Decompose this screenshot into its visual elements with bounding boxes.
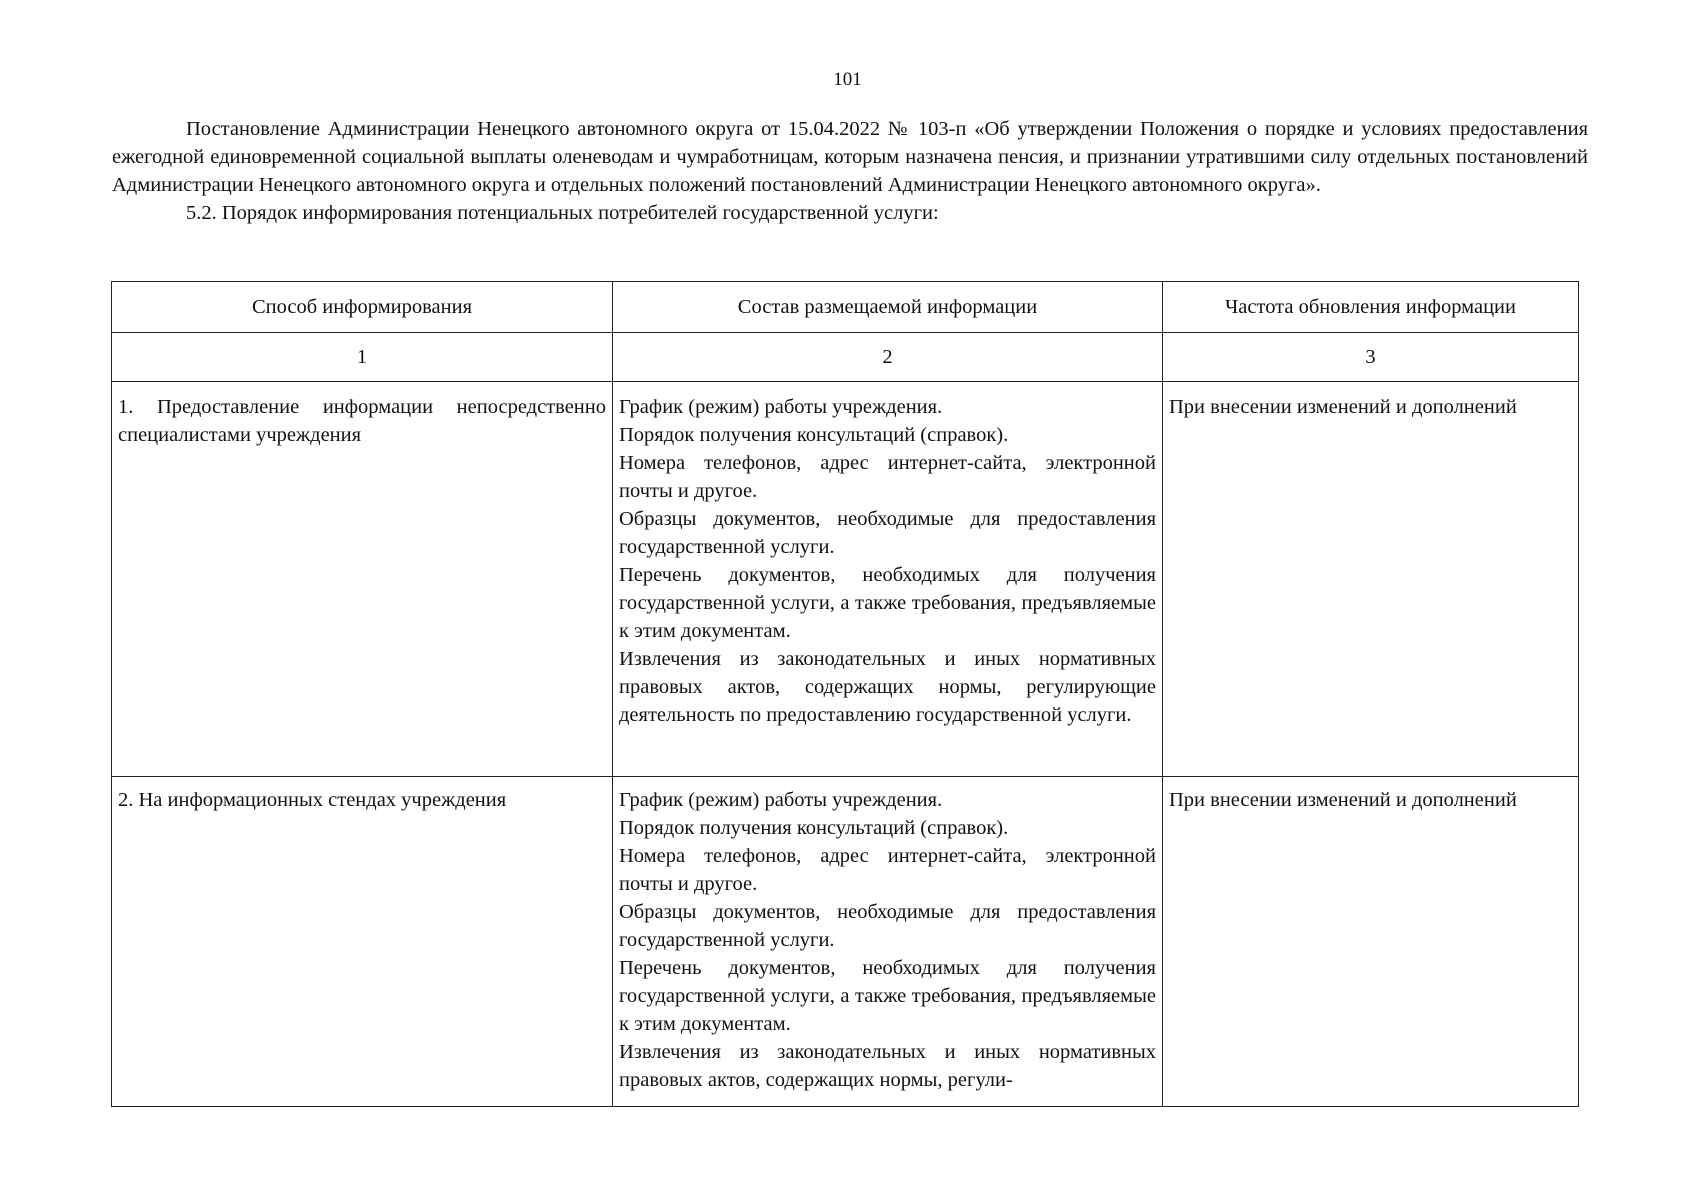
column-number-3: 3	[1163, 333, 1579, 382]
header-content: Состав размещаемой информации	[613, 282, 1163, 333]
content-item: Номера телефонов, адрес интернет-сайта, электронной почты и другое.	[619, 845, 1156, 895]
method-text: 1. Предоставление информации непосредственно специалистами учреждения	[118, 396, 606, 446]
table-header-row	[112, 282, 1579, 333]
column-number-row	[112, 333, 1579, 382]
method-cell	[112, 777, 613, 1107]
method-text: 2. На информационных стендах учреждения	[118, 789, 507, 811]
content-item: Номера телефонов, адрес интернет-сайта, электронной почты и другое.	[619, 452, 1156, 502]
content-item: Порядок получения консультаций (справок).	[619, 817, 1009, 839]
content-item: Извлечения из законодательных и иных нормативных правовых актов, содержащих нормы, регулирующие деятельность по предоставлению государственной услуги.	[619, 648, 1156, 726]
content-item: Образцы документов, необходимые для предоставления государственной услуги.	[619, 508, 1156, 558]
frequency-cell	[1163, 777, 1579, 1107]
content-item: Перечень документов, необходимых для получения государственной услуги, а также требования, предъявляемые к этим документам.	[619, 957, 1156, 1035]
intro-text	[112, 115, 1588, 227]
frequency-text: При внесении изменений и дополнений	[1169, 789, 1517, 811]
method-cell	[112, 382, 613, 777]
section-heading: 5.2. Порядок информирования потенциальных потребителей государственной услуги:	[186, 202, 939, 224]
column-number-2: 2	[613, 333, 1163, 382]
content-item: График (режим) работы учреждения.	[619, 396, 943, 418]
content-cell	[613, 777, 1163, 1107]
header-frequency: Частота обновления информации	[1163, 282, 1579, 333]
frequency-text: При внесении изменений и дополнений	[1169, 396, 1517, 418]
intro-paragraph: Постановление Администрации Ненецкого автономного округа от 15.04.2022 № 103-п «Об утверждении Положения о порядке и условиях предоставления ежегодной единовременной социальной выплаты оленеводам и чумработницам, которым назначена пенсия, и признании утратившими силу отдельных постановлений Администрации Ненецкого автономного округа и отдельных положений постановлений Администрации Ненецкого автономного округа».	[112, 118, 1588, 196]
frequency-cell	[1163, 382, 1579, 777]
header-method: Способ информирования	[112, 282, 613, 333]
table-row	[112, 777, 1579, 1107]
page-number: 101	[833, 69, 862, 90]
content-item: График (режим) работы учреждения.	[619, 789, 943, 811]
content-item: Перечень документов, необходимых для получения государственной услуги, а также требования, предъявляемые к этим документам.	[619, 564, 1156, 642]
information-table	[111, 281, 1579, 1107]
table-row	[112, 382, 1579, 777]
content-item: Образцы документов, необходимые для предоставления государственной услуги.	[619, 901, 1156, 951]
column-number-1: 1	[112, 333, 613, 382]
content-item: Извлечения из законодательных и иных нормативных правовых актов, содержащих нормы, регули-	[619, 1041, 1156, 1091]
content-item: Порядок получения консультаций (справок).	[619, 424, 1009, 446]
content-cell	[613, 382, 1163, 777]
